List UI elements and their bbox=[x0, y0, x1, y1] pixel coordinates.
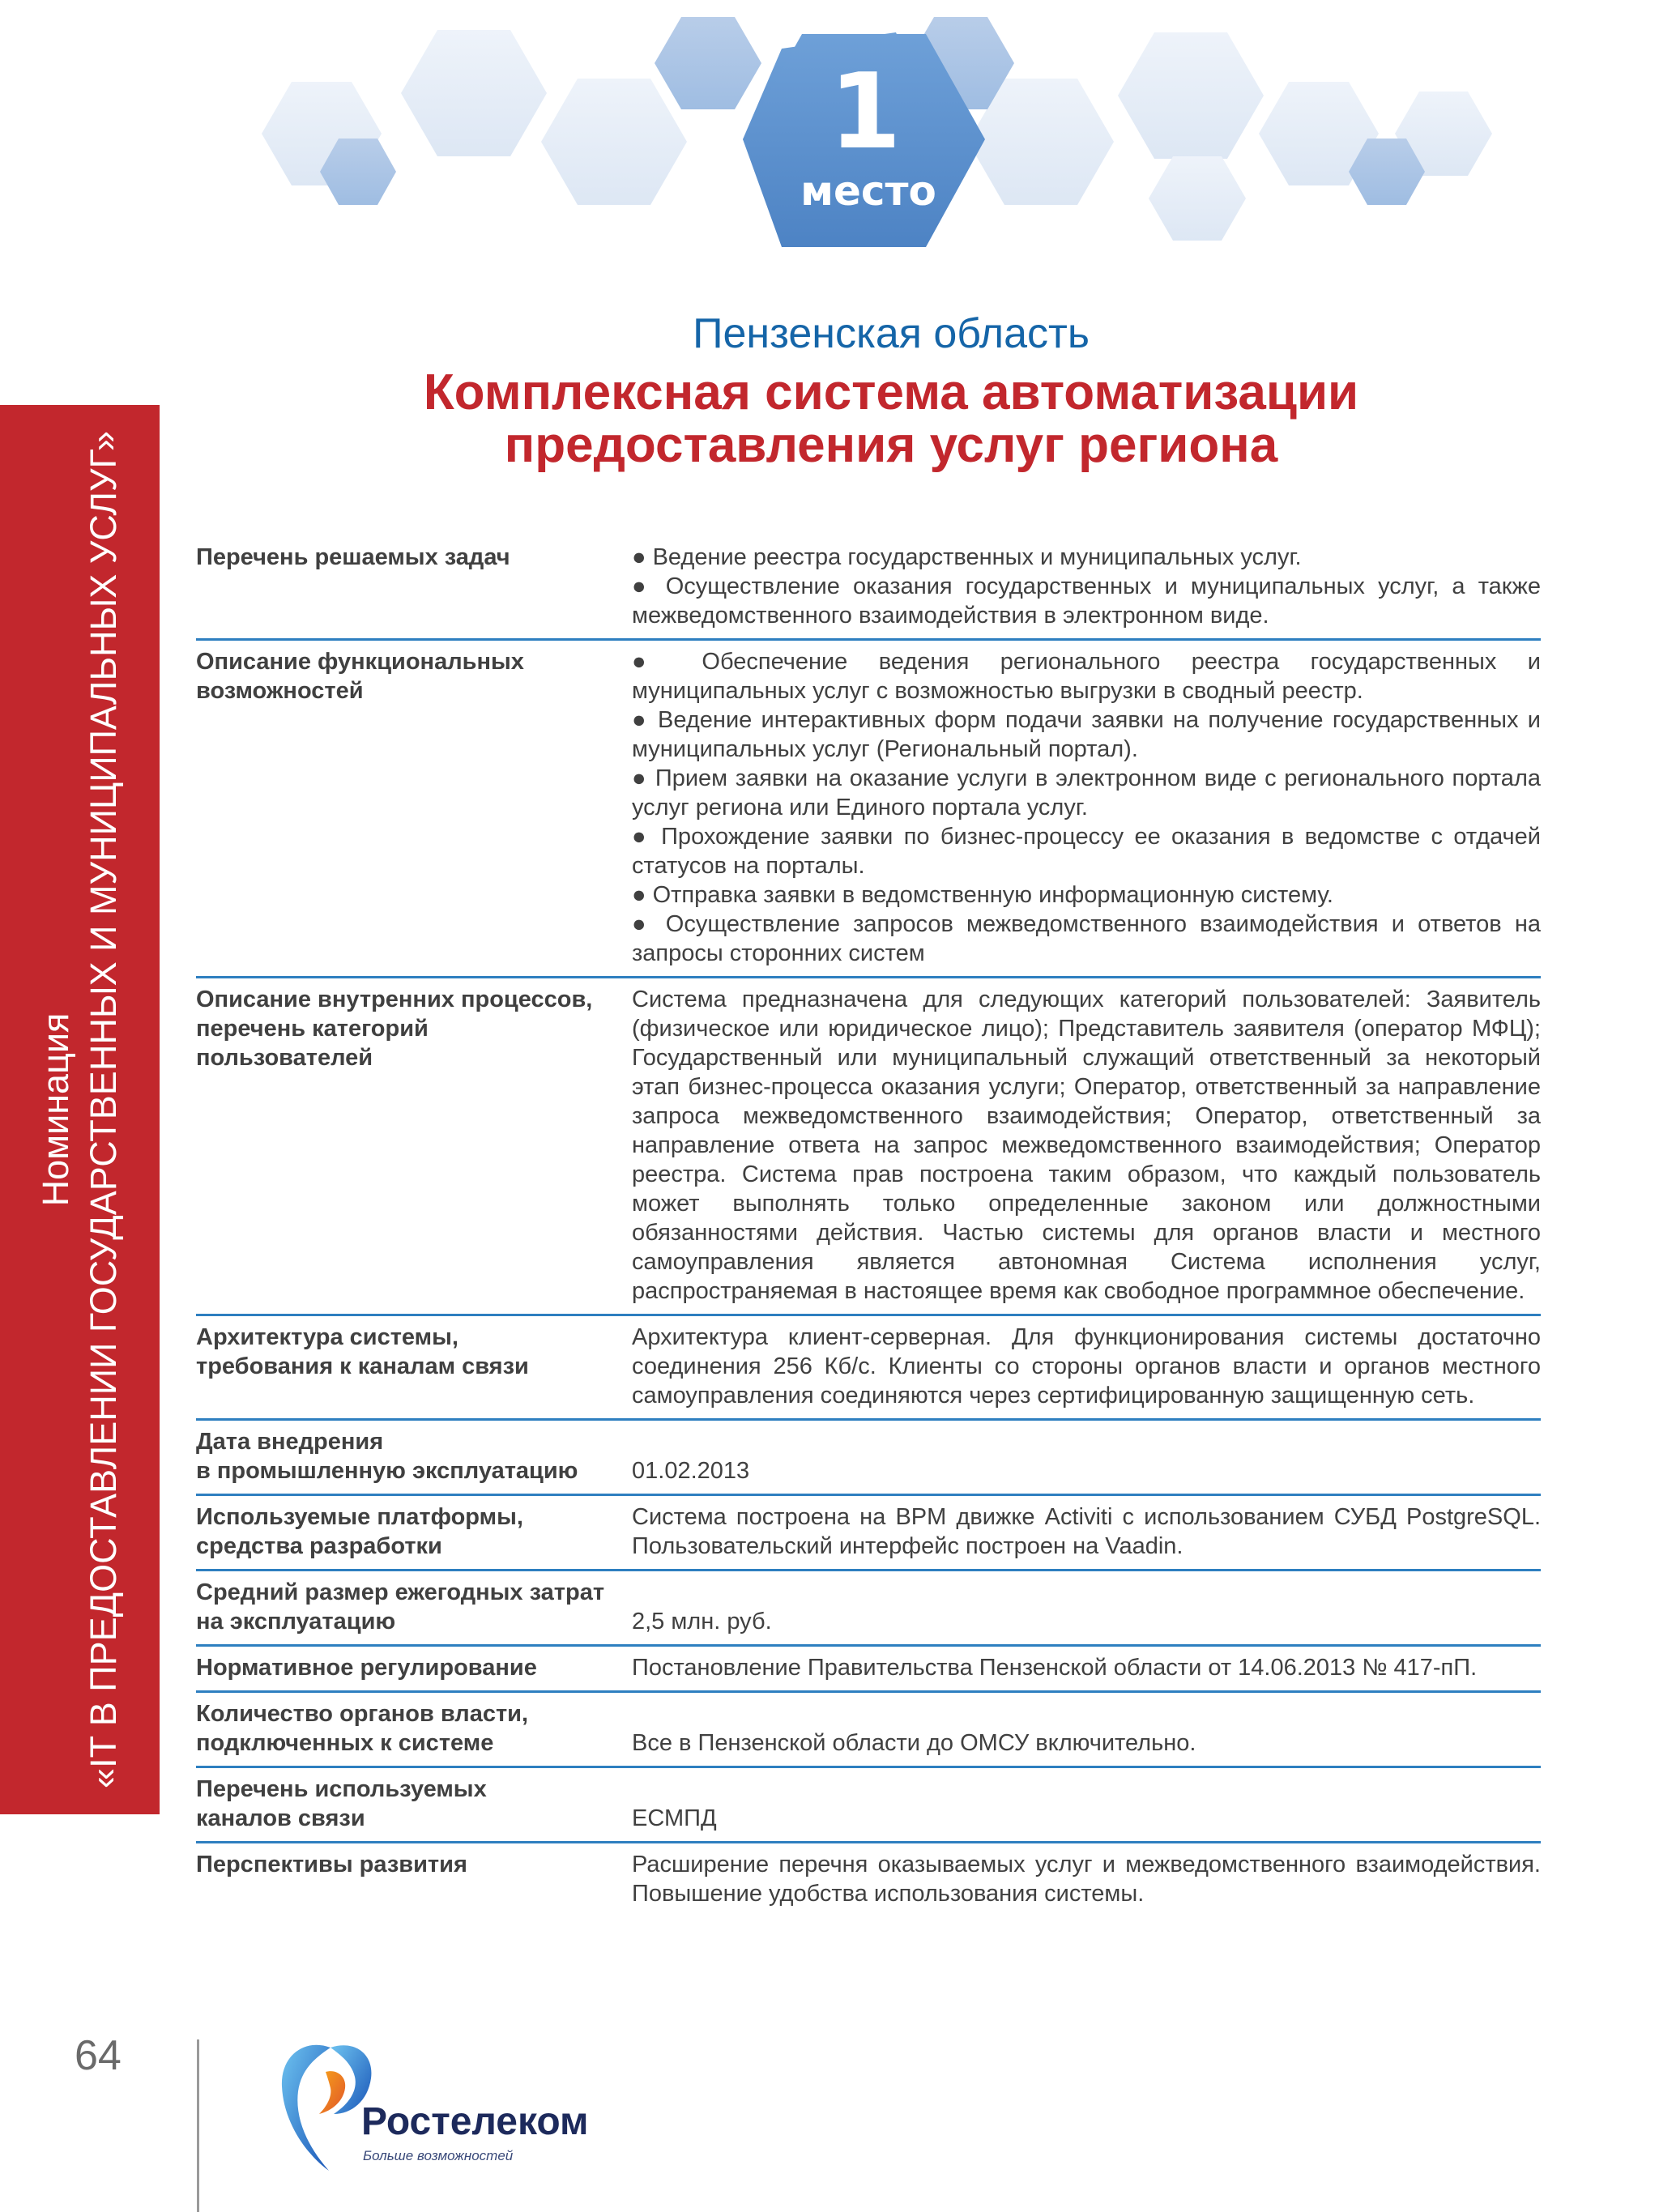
place-label: место bbox=[800, 168, 936, 215]
brand-name: Ростелеком bbox=[361, 2100, 589, 2143]
row-label-line: Перечень решаемых задач bbox=[196, 544, 510, 570]
nomination-title: «IT В ПРЕДОСТАВЛЕНИИ ГОСУДАРСТВЕННЫХ И МУНИЦИПАЛЬНЫХ УСЛУГ» bbox=[82, 431, 124, 1788]
row-label-line: Перечень используемых bbox=[196, 1776, 487, 1802]
row-value-line: ● Осуществление оказания государственных и муниципальных услуг, а также межведомственного взаимодействия в электронном виде. bbox=[632, 573, 1541, 629]
row-label bbox=[196, 1502, 632, 1561]
table-row bbox=[196, 1768, 1541, 1843]
row-label-line: перечень категорий bbox=[196, 1016, 429, 1042]
row-label bbox=[196, 1578, 632, 1636]
row-value-line: ● Прохождение заявки по бизнес-процессу ее оказания в ведомстве с отдачей статусов на порталы. bbox=[632, 824, 1541, 879]
hexagon-decor bbox=[1118, 32, 1264, 159]
row-label-line: каналов связи bbox=[196, 1805, 365, 1831]
row-label bbox=[196, 1775, 632, 1833]
row-label-line: Архитектура системы, bbox=[196, 1324, 458, 1350]
table-row bbox=[196, 1693, 1541, 1768]
table-row bbox=[196, 641, 1541, 978]
row-value bbox=[632, 543, 1541, 630]
row-value bbox=[632, 1850, 1541, 1908]
table-row bbox=[196, 1571, 1541, 1647]
row-label bbox=[196, 985, 632, 1306]
row-value-line: ● Обеспечение ведения регионального реестра государственных и муниципальных услуг с возможностью выгрузки в сводный реестр. bbox=[632, 649, 1541, 704]
row-value-line: Все в Пензенской области до ОМСУ включительно. bbox=[632, 1730, 1196, 1756]
table-row bbox=[196, 1496, 1541, 1571]
row-value bbox=[632, 1578, 1541, 1636]
row-value bbox=[632, 985, 1541, 1306]
row-value-line: ● Ведение реестра государственных и муниципальных услуг. bbox=[632, 544, 1302, 570]
table-row bbox=[196, 978, 1541, 1316]
hexagon-decor bbox=[1149, 156, 1246, 241]
nomination-heading: Номинация bbox=[35, 1012, 76, 1207]
row-label-line: на эксплуатацию bbox=[196, 1609, 396, 1634]
row-label bbox=[196, 1699, 632, 1758]
row-label bbox=[196, 647, 632, 968]
row-label-line: Дата внедрения bbox=[196, 1429, 384, 1455]
row-value-line: 01.02.2013 bbox=[632, 1458, 750, 1484]
nomination-band bbox=[0, 405, 160, 1814]
project-title-line: Комплексная система автоматизации bbox=[423, 364, 1359, 420]
table-row bbox=[196, 1647, 1541, 1693]
place-number: 1 bbox=[829, 52, 902, 173]
row-label-line: подключенных к системе bbox=[196, 1730, 494, 1756]
row-value bbox=[632, 647, 1541, 968]
project-title-line: предоставления услуг региона bbox=[504, 417, 1278, 474]
row-value bbox=[632, 1427, 1541, 1485]
row-value-line: ● Ведение интерактивных форм подачи заявки на получение государственных и муниципальных услуг (Региональный портал). bbox=[632, 707, 1541, 762]
row-label-line: возможностей bbox=[196, 678, 364, 704]
table-row bbox=[196, 1421, 1541, 1496]
info-table bbox=[196, 536, 1541, 1916]
hexagon-decor bbox=[655, 17, 761, 109]
row-value-line: Система построена на BPM движке Activiti с использованием СУБД PostgreSQL. Пользовательский интерфейс построен на Vaadin. bbox=[632, 1504, 1541, 1559]
row-label-line: пользователей bbox=[196, 1045, 373, 1071]
row-label-line: средства разработки bbox=[196, 1533, 442, 1559]
row-label bbox=[196, 1427, 632, 1485]
page-number: 64 bbox=[75, 2032, 122, 2079]
row-value bbox=[632, 1653, 1541, 1682]
row-label bbox=[196, 1653, 632, 1682]
row-label-line: требования к каналам связи bbox=[196, 1353, 529, 1379]
region-name: Пензенская область bbox=[693, 310, 1090, 357]
row-label bbox=[196, 1850, 632, 1908]
project-title bbox=[243, 364, 1539, 474]
row-value-line: Архитектура клиент-серверная. Для функционирования системы достаточно соединения 256 Кб/с. Клиенты со стороны органов власти и органов местного самоуправления соединяются через сертифицированную защищенную сеть. bbox=[632, 1324, 1541, 1409]
brand-tagline: Больше возможностей bbox=[363, 2148, 514, 2163]
row-value-line: Расширение перечня оказываемых услуг и межведомственного взаимодействия. Повышение удобства использования системы. bbox=[632, 1852, 1541, 1907]
row-label bbox=[196, 543, 632, 630]
row-label-line: Средний размер ежегодных затрат bbox=[196, 1579, 605, 1605]
row-value bbox=[632, 1699, 1541, 1758]
row-value-line: ● Прием заявки на оказание услуги в электронном виде с регионального портала услуг региона или Единого портала услуг. bbox=[632, 765, 1541, 820]
row-label-line: Нормативное регулирование bbox=[196, 1655, 537, 1681]
row-value-line: Постановление Правительства Пензенской области от 14.06.2013 № 417-пП. bbox=[632, 1655, 1478, 1681]
footer-divider bbox=[197, 2039, 199, 2212]
nomination-text bbox=[0, 405, 160, 1814]
hexagon-decor bbox=[401, 30, 547, 156]
table-row bbox=[196, 1316, 1541, 1421]
row-label-line: Количество органов власти, bbox=[196, 1701, 529, 1727]
table-row bbox=[196, 1843, 1541, 1916]
row-value-line: ЕСМПД bbox=[632, 1805, 717, 1831]
row-value bbox=[632, 1775, 1541, 1833]
row-label-line: Перспективы развития bbox=[196, 1852, 467, 1877]
row-label bbox=[196, 1323, 632, 1410]
row-value bbox=[632, 1502, 1541, 1561]
row-value-line: 2,5 млн. руб. bbox=[632, 1609, 772, 1634]
row-label-line: в промышленную эксплуатацию bbox=[196, 1458, 578, 1484]
row-label-line: Используемые платформы, bbox=[196, 1504, 523, 1530]
hexagon-decor bbox=[541, 79, 687, 205]
row-value-line: ● Осуществление запросов межведомственного взаимодействия и ответов на запросы сторонних систем bbox=[632, 911, 1541, 966]
row-label-line: Описание функциональных bbox=[196, 649, 524, 675]
row-value-line: Система предназначена для следующих категорий пользователей: Заявитель (физическое или юридическое лицо); Представитель заявителя (оператор МФЦ); Государственный или муниципальный служащий ответственный за некоторый этап бизнес-процесса оказания услуги; Оператор, ответственный за направление запроса межведомственного взаимодействия; Оператор, ответственный за направление ответа на запрос межведомственного взаимодействия; Оператор реестра. Система прав построена таким образом, что каждый пользователь может выполнять только определенные законом или должностными обязанностями действия. Частью системы для органов власти и местного самоуправления является автономная Система исполнения услуг, распространяемая в настоящее время как свободное программное обеспечение. bbox=[632, 987, 1541, 1304]
hexagon-header bbox=[0, 0, 1659, 275]
row-value-line: ● Отправка заявки в ведомственную информационную систему. bbox=[632, 882, 1333, 908]
row-label-line: Описание внутренних процессов, bbox=[196, 987, 593, 1012]
table-row bbox=[196, 536, 1541, 641]
row-value bbox=[632, 1323, 1541, 1410]
